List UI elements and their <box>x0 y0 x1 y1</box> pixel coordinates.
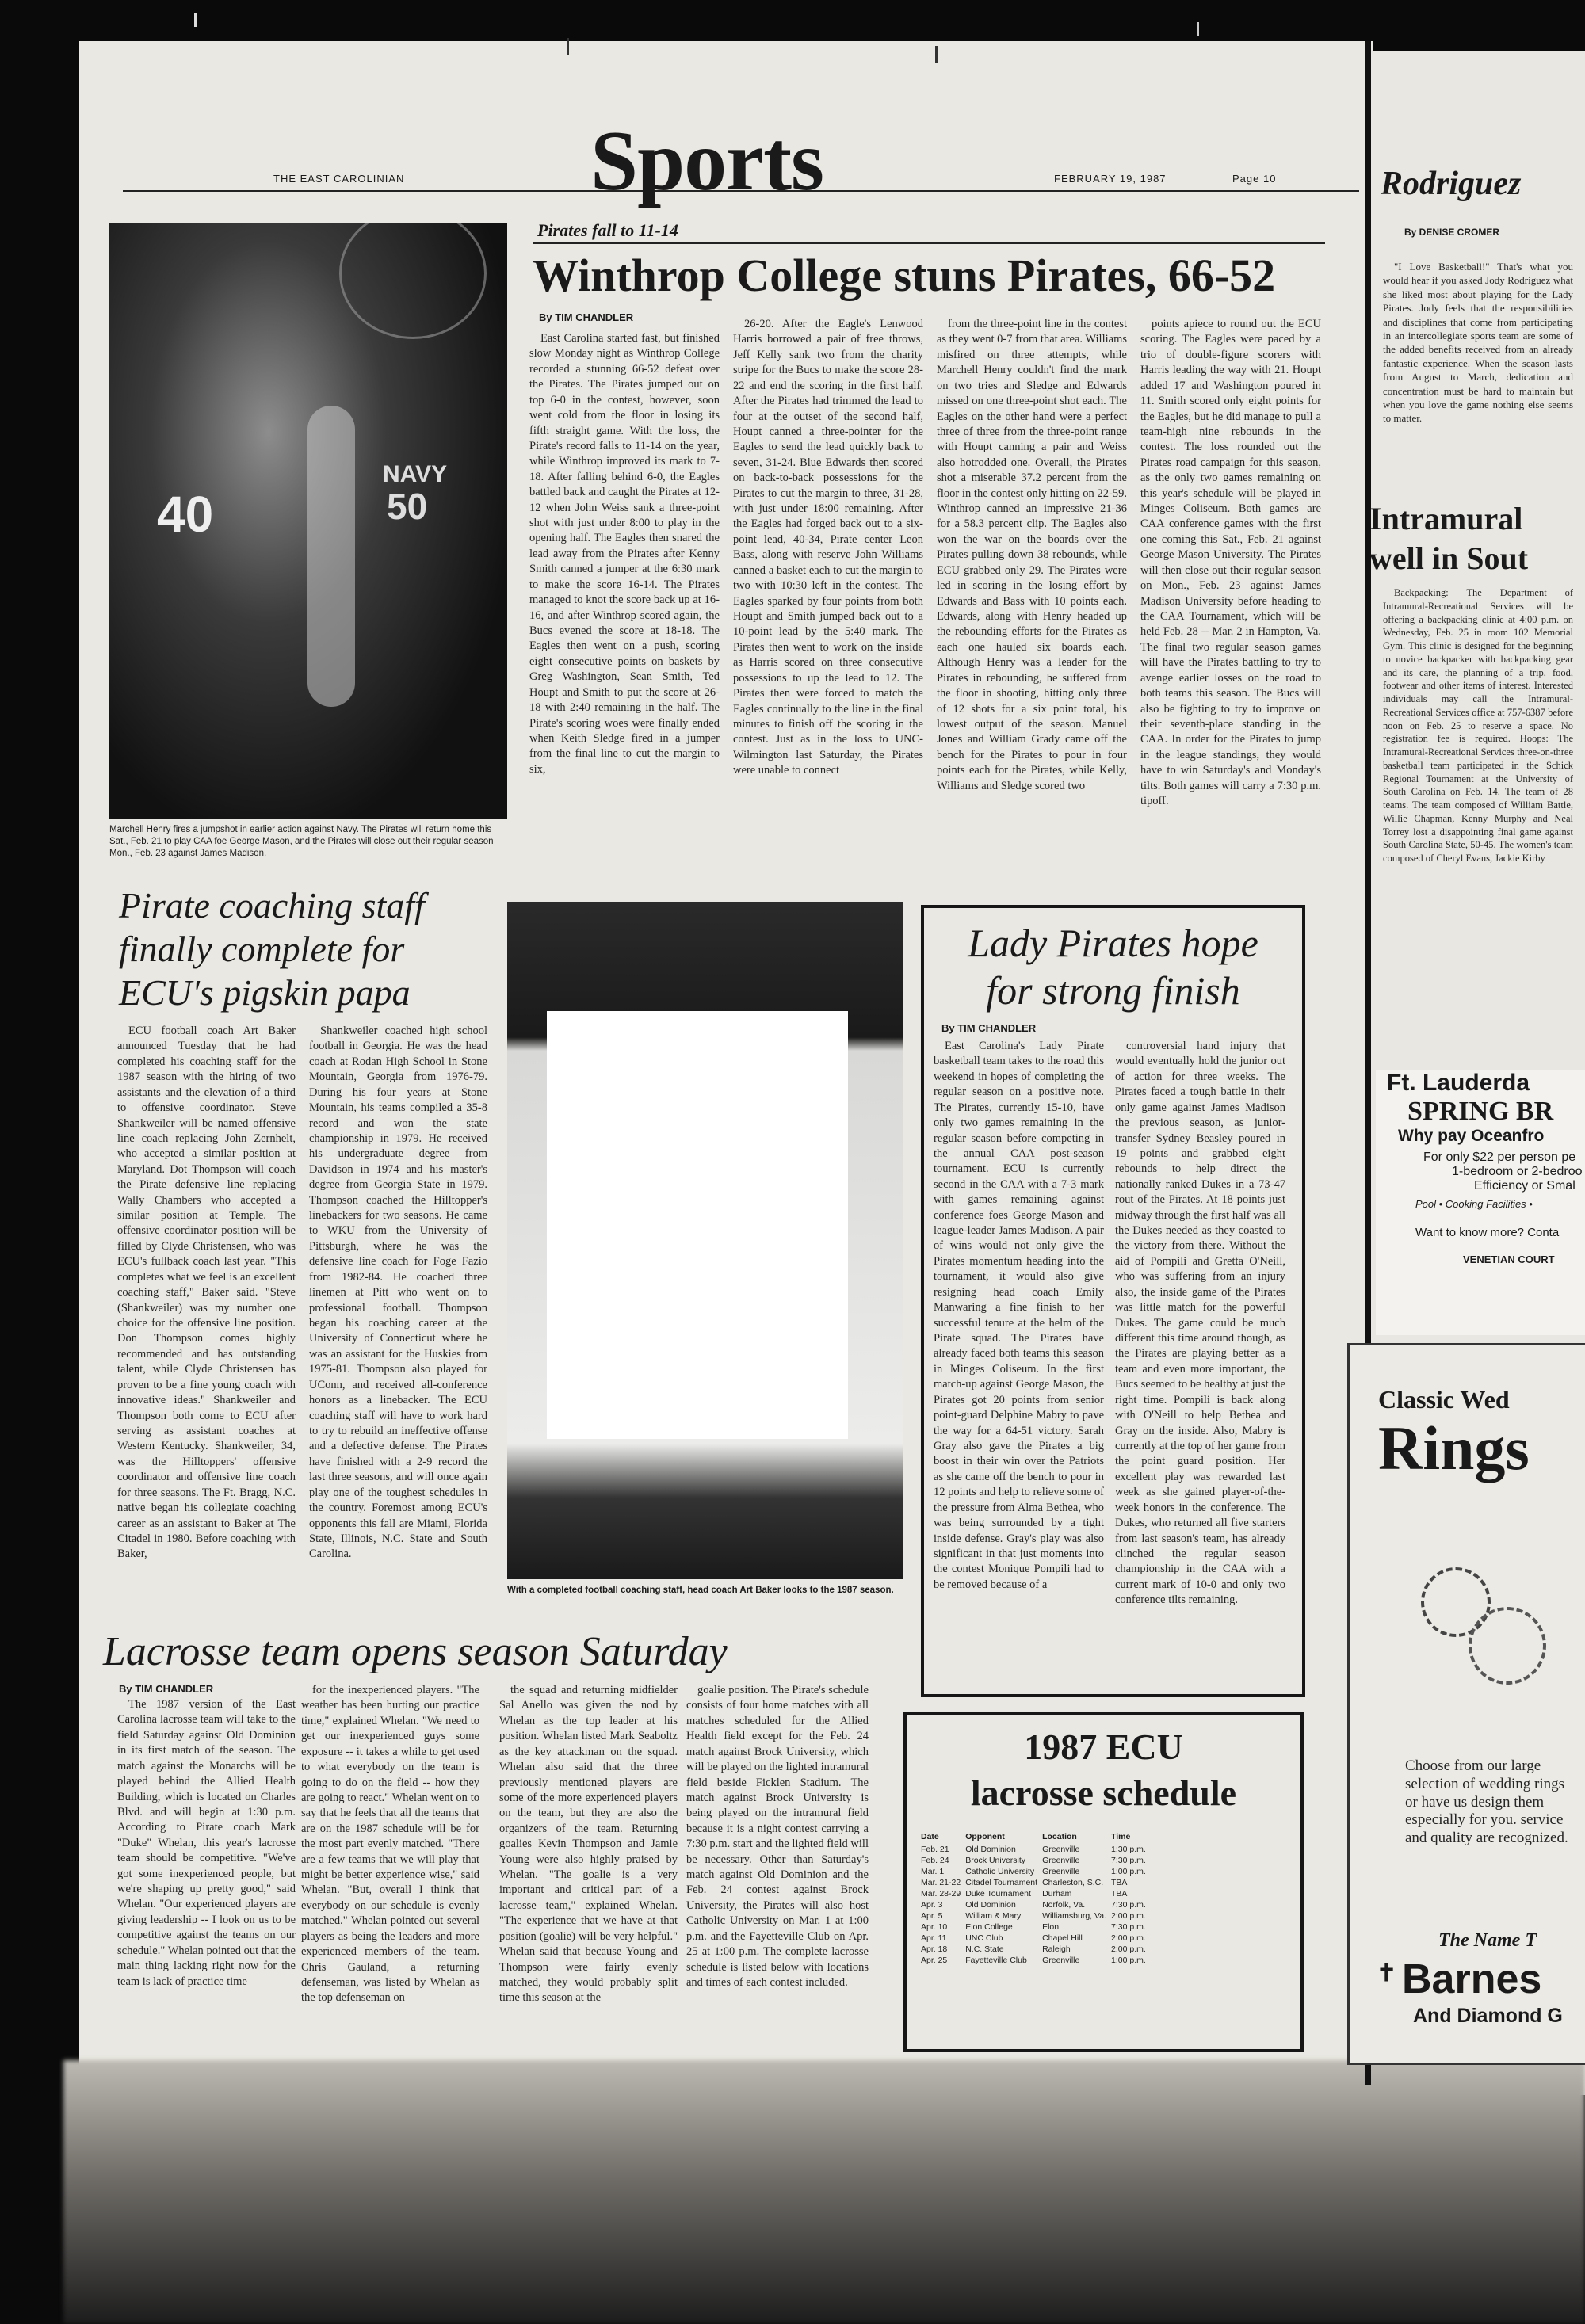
lacrosse-headline: Lacrosse team opens season Saturday <box>103 1629 728 1674</box>
winthrop-kicker: Pirates fall to 11-14 <box>533 220 683 241</box>
rings-ad-copy: Choose from our large selection of wedding rings or have us design them especially for you. service and quality are recognized. <box>1405 1757 1568 1847</box>
lacrosse-column-2: for the inexperienced players. "The weather has been hurting our practice time," explained Whelan. "We need to get our inexperienced guys some exposure -- it takes a while to get used to what everybody on the team is going to do on the field -- how they are going to react." Whelan went on to say that he feels that all the teams that are on the 1987 schedule will be for the most part evenly matched. "There are a few teams that we will play that might be better experience wise," said Whelan. "But, overall I think that everybody on our schedule is evenly matched." Whelan pointed out several players as being the leaders and more experienced members of the team. Chris Gauland, a returning defenseman, was listed by Whelan as the top defenseman on <box>301 1684 479 2005</box>
schedule-cell: Mar. 21-22 <box>921 1878 961 1887</box>
schedule-cell: Apr. 18 <box>921 1944 948 1954</box>
lady-pirates-box <box>921 905 1305 1697</box>
schedule-cell: 7:30 p.m. <box>1111 1900 1146 1910</box>
schedule-cell: Brock University <box>965 1856 1026 1865</box>
coaching-column-2: Shankweiler coached high school football in Georgia. He was the head coach at Rodan High School in Stone Mountain, Georgia from 1976-79. During his four years at Stone Mountain, his teams compiled a 35-8 record and won the state championship in 1979. He received his undergraduate degree from Davidson in 1974 and his master's degree from Georgia State in 1979. Thompson coached the Hilltopper's linebackers for two seasons. He came to WKU from the University of Pittsburgh, where he was the defensive line coach for Foge Fazio from 1982-84. He coached three linemen at Pitt who went on to professional football. Thompson began his coaching career at the University of Connecticut where he was an assistant for the Huskies from 1975-81. Thompson also played for UConn, and received all-conference honors as a linebacker. The ECU coaching staff will have to work hard to try to rebuild an ineffective offense and a defective defense. The Pirates have finished with a 2-9 record the last three seasons, and will once again play one of the toughest schedules in the country. Foremost among ECU's opponents this fall are Miami, Florida State, Illinois, N.C. State and South Carolina. <box>309 1025 487 1561</box>
schedule-cell: Raleigh <box>1042 1944 1071 1954</box>
scan-margin <box>63 2060 1585 2324</box>
schedule-cell: 2:00 p.m. <box>1111 1944 1146 1954</box>
intramural-headline: Intramural well in Sout <box>1369 501 1529 576</box>
ring-illustration <box>1413 1536 1548 1710</box>
schedule-cell: Chapel Hill <box>1042 1933 1083 1943</box>
rodriguez-text: "I Love Basketball!" That's what you would hear if you asked Jody Rodriguez what she liked most about playing for the Lady Pirates. Jody feels that the responsibilities and disciplines that come from participating in an intercollegiate sports team are some of the added benefits received from an already fantastic experience. When the season lasts from August to March, dedication and concentration must be hard to maintain but when you love the game nothing else seems to matter. <box>1383 261 1573 425</box>
lady-pirates-headline: Lady Pirates hope for strong finish <box>968 921 1258 1013</box>
schedule-cell: N.C. State <box>965 1944 1004 1954</box>
paper-name: THE EAST CAROLINIAN <box>273 173 405 185</box>
schedule-cell: Feb. 21 <box>921 1845 949 1854</box>
schedule-header: Opponent <box>965 1832 1005 1841</box>
page-number: Page 10 <box>1232 173 1277 185</box>
lacrosse-column-1: The 1987 version of the East Carolina lacrosse team will take to the field Saturday against Old Dominion in its first match of the season. The match against the Monarchs will be played behind the Allied Health Building, which is located on Charles Blvd. and will begin at 1:30 p.m. According to Pirate coach Mark "Duke" Whelan, this year's lacrosse team should be competitive. "We've got some inexperienced people, but we're shaping up pretty good," said Whelan. "Our experienced players are giving leadership -- I look on us to be competitive against the teams on our schedule." Whelan pointed out that the main thing lacking right now for the team is lack of practice time <box>117 1698 296 1988</box>
winthrop-column-3: from the three-point line in the contest as they went 0-7 from that area. Williams misfired on three attempts, while Marchell Henry couldn't find the mark on two tries and Sledge and Edwards missed on one three-point shot each. The Eagles on the other hand were a perfect three of three from the three-point range with Houpt canning a pair and Weiss also hotrodded one. Overall, the Pirates shot a miserable 37.2 percent from the floor in the contest only hitting on 22-59. Winthrop canned an impressive 21-36 for a 58.3 percent clip. The Eagles also won the war on the boards over the Pirates pulling down 38 rebounds, while ECU grabbed only 29. The Pirates were led in scoring in the losing effort by Edwards and Bass with 10 points each. Edwards, along with Henry headed up the rebounding efforts for the Pirates as each one hauled six boards each. Although Henry was a leader for the Pirates in rebounding, he suffered from the floor in shooting, hitting only three of 12 shots for a six point total, his lowest output of the season. Manuel Jones and William Grady came off the bench for the Pirates to pour in four points each for the Pirates, while Kelly, Williams and Sledge scored two <box>937 318 1127 792</box>
schedule-cell: Elon <box>1042 1922 1060 1932</box>
coach-photo <box>507 902 903 1579</box>
scan-mark <box>935 46 938 63</box>
schedule-cell: Feb. 24 <box>921 1856 949 1865</box>
lady-pirates-column-2: controversial hand injury that would eventually hold the junior out of action for three weeks. The Pirates faced a tough battle in their only game against James Madison the previous season, as junior-transfer Sydney Beasley poured in 19 points and grabbed eight rebounds to help direct the nationally ranked Dukes in a 73-47 rout of the Pirates. At 18 points just midway through the first half was all the Dukes needed as they coasted to the victory from there. Without the aid of Pompili and Gretta O'Neill, who was suffering from an injury also, the inside game of the Pirates was little match for the powerful Dukes. The game could be much different this time around though, as the Pirates are playing better as a team and even more important, the Bucs seemed to be healthy at just the right time. Pompili is back along with O'Neill to help Bethea and Gray on the inside. Also, Mabry is currently at the top of her game from the point guard position. Her excellent play was rewarded last week as she gained player-of-the-week honors in the conference. The Dukes, who returned all five starters from last season's team, has already clinched the regular season championship in the CAA with a current mark of 10-0 and only two conference tilts remaining. <box>1115 1040 1285 1607</box>
schedule-cell: Citadel Tournament <box>965 1878 1038 1887</box>
intramural-text: Backpacking: The Department of Intramural-Recreational Services will be offering a backpacking clinic at 4:00 p.m. on Wednesday, Feb. 25 in room 102 Memorial Gym. This clinic is designed for the beginning to novice backpacker with backpacking gear and its care, the planning of a trip, food, footwear and other items of interest. Interested individuals may call the Intramural-Recreational Services office at 757-6387 before noon on Feb. 25 to reserve a space. No registration fee is required. Hoops: The Intramural-Recreational Services three-on-three basketball team participated in the Schick Regional Tournament at the University of South Carolina on Feb. 14. The team of 28 teams. The team composed of William Battle, Willie Chapman, Kenny Murphy and Neal Torrey lost a disappointing final game against South Carolina State, 50-45. The women's team composed of Cheryl Evans, Jackie Kirby <box>1383 587 1573 864</box>
rodriguez-headline: Rodriguez <box>1381 166 1522 202</box>
rodriguez-byline: By DENISE CROMER <box>1404 227 1500 238</box>
schedule-cell: 1:00 p.m. <box>1111 1956 1146 1965</box>
winthrop-byline: By TIM CHANDLER <box>539 311 634 323</box>
coaching-column-1: ECU football coach Art Baker announced Tuesday that he had completed his coaching staff for the 1987 season with the hiring of two assistants and the elevation of a third to offensive coordinator. Steve Shankweiler will be named offensive line coach replacing John Zernhelt, who accepted a similar position at Maryland. Dot Thompson will coach the Pirate defensive line replacing Wally Chambers who accepted a similar position at Temple. The offensive coordinator position will be filled by Clyde Christensen, who was ECU's fullback coach last year. "This completes what we feel is an excellent coaching staff," Baker said. "Steve (Shankweiler) was my number one choice for the offensive line position. Don Thompson comes highly recommended and has outstanding talent, while Clyde Christensen has proven to be a fine young coach with innovative ideas." Shankweiler and Thompson both come to ECU after serving as assistant coaches at Western Kentucky. Shankweiler, 34, was the Hilltoppers' offensive coordinator and offensive line coach for three seasons. The Ft. Bragg, N.C. native began his collegiate coaching career as an assistant to Baker at The Citadel in 1980. Before coaching with Baker, <box>117 1025 296 1561</box>
scan-mark <box>1197 22 1199 36</box>
scan-mark <box>194 13 197 27</box>
schedule-title: 1987 ECU lacrosse schedule <box>970 1727 1237 1813</box>
lady-pirates-byline: By TIM CHANDLER <box>941 1022 1037 1034</box>
schedule-row <box>921 1910 1151 1921</box>
schedule-row <box>921 1944 1151 1955</box>
lady-pirates-column-1: East Carolina's Lady Pirate basketball team takes to the road this weekend in hopes of completing the regular season on a positive note. The Pirates, currently 15-10, have only two games remaining in the regular season before competing in the annual CAA post-season tournament. ECU is currently second in the CAA with a 7-3 mark with games remaining against conference foes George Mason and league-leader James Madison. A pair of wins would not only give the Pirates momentum heading into the tournament, it would also give resigning head coach Emily Manwaring a fine finish to her successful tenure at the helm of the Pirate squad. The Pirates have already faced both teams this season in Minges Coliseum. In the first match-up against George Mason, the Pirates got 20 points from senior point-guard Delphine Mabry to pave the way for a 64-51 victory. Sarah Gray also gave the Pirates a big boost in their win over the Patriots as she came off the bench to pour in 12 points and help to relieve some of the pressure from Alma Bethea, who was being surrounded by a tight inside defense. Gray's play was also significant in that just moments into the contest Monique Pompili had to be removed because of a <box>934 1040 1104 1591</box>
schedule-row <box>921 1877 1151 1888</box>
section-title: Sports <box>590 114 824 208</box>
schedule-cell: Apr. 10 <box>921 1922 948 1932</box>
schedule-cell: 7:30 p.m. <box>1111 1856 1146 1865</box>
winthrop-headline: Winthrop College stuns Pirates, 66-52 <box>533 250 1276 301</box>
schedule-cell: Old Dominion <box>965 1845 1016 1854</box>
photo2-caption: With a completed football coaching staff, head coach Art Baker looks to the 1987 season. <box>507 1586 894 1595</box>
schedule-header: Date <box>921 1832 939 1841</box>
schedule-cell: 1:00 p.m. <box>1111 1867 1146 1876</box>
schedule-cell: Charleston, S.C. <box>1042 1878 1104 1887</box>
issue-date: FEBRUARY 19, 1987 <box>1054 173 1167 185</box>
winthrop-column-1: East Carolina started fast, but finished slow Monday night as Winthrop College recorded a stunning 66-52 defeat over the Pirates. The Pirates jumped out on top 6-0 in the contest, however, soon went cold from the floor in losing its fifth straight game. With the loss, the Pirate's record falls to 11-14 on the year, while Winthrop improved its mark to 7-18. After falling behind 6-0, the Eagles battled back and caught the Pirates at 12-12 when John Weiss sank a three-point shot with just under 8:00 to play in the opening half. The Eagles then snared the lead away from the Pirates after Kenny Smith canned a jumper at the 6:30 mark to make the score 16-14. The Pirates managed to knot the score back up at 16-16, and after Winthrop scored again, the Bucs evened the score at 18-18. The Eagles then went on a push, scoring eight consecutive points on baskets by Greg Washington, Sean Smith, Ted Houpt and Smith to put the score at 26-18 with 2:40 remaining in the half. The Pirate's scoring woes were finally ended when Keith Sledge fired in a jumper from the final line to cut the margin to six, <box>529 332 720 776</box>
spring-break-ad: Ft. Lauderda SPRING BR Why pay Oceanfro For only $22 per person pe 1-bedroom or 2-bedroo Efficiency or Smal Pool • Cooking Facilities • Want to know more? Conta VENETIAN COURT <box>1376 1070 1585 1335</box>
jersey-40: 40 <box>157 486 214 543</box>
photo-blank-area <box>547 1011 848 1439</box>
schedule-row <box>921 1955 1151 1966</box>
schedule-cell: 2:00 p.m. <box>1111 1911 1146 1921</box>
schedule-header: Location <box>1042 1832 1077 1841</box>
schedule-cell: Old Dominion <box>965 1900 1016 1910</box>
jersey-50: 50 <box>387 486 428 527</box>
schedule-cell: TBA <box>1111 1878 1128 1887</box>
schedule-cell: Greenville <box>1042 1845 1080 1854</box>
schedule-cell: UNC Club <box>965 1933 1003 1943</box>
schedule-cell: Greenville <box>1042 1956 1080 1965</box>
lacrosse-byline: By TIM CHANDLER <box>119 1683 214 1695</box>
schedule-row <box>921 1921 1151 1933</box>
schedule-cell: TBA <box>1111 1889 1128 1899</box>
schedule-row <box>921 1866 1151 1877</box>
schedule-cell: Apr. 25 <box>921 1956 948 1965</box>
schedule-cell: Fayetteville Club <box>965 1956 1027 1965</box>
lacrosse-schedule-box <box>903 1712 1304 2052</box>
scan-mark <box>567 38 569 55</box>
schedule-table <box>921 1831 1151 1966</box>
schedule-cell: Mar. 1 <box>921 1867 945 1876</box>
winthrop-column-2: 26-20. After the Eagle's Lenwood Harris borrowed a pair of free throws, Jeff Kelly sank two from the charity stripe for the Bucs to make the score 28-22 and end the scoring in the first half. After the Pirates had trimmed the lead to four at the outset of the second half, Houpt canned a three-pointer for the Eagles to send the lead quickly back to seven, 31-24. Blue Edwards then scored on back-to-back possessions for the Pirates to cut the margin to three, 31-28, with just under 18:00 remaining. After the Eagles had forged back out to a six-point lead, 40-34, Pirate center Leon Bass, along with reserve John Williams canned a basket each to cut the margin to two with 10:30 left in the contest. The Eagles sparked by four points from both Houpt and Smith jumped back out to a 10-point lead by the 5:40 mark. The Pirates then went to work on the inside as Harris scored on three consecutive possessions to up the lead to 12. The Pirates then were forced to match the Eagles continually to the line in the final minutes to finish off the scoring in the contest. Just as in the loss to UNC-Wilmington last Saturday, the Pirates were unable to connect <box>733 318 923 777</box>
schedule-cell: Apr. 5 <box>921 1911 943 1921</box>
coaching-headline: Pirate coaching staff finally complete for ECU's pigskin papa <box>119 885 425 1013</box>
schedule-row <box>921 1933 1151 1944</box>
schedule-cell: Greenville <box>1042 1867 1080 1876</box>
schedule-row <box>921 1844 1151 1855</box>
kicker-rule <box>533 242 1325 244</box>
schedule-header: Time <box>1111 1832 1131 1841</box>
schedule-cell: Norfolk, Va. <box>1042 1900 1086 1910</box>
schedule-row <box>921 1888 1151 1899</box>
basketball-photo <box>109 223 507 819</box>
schedule-cell: Duke Tournament <box>965 1889 1031 1899</box>
schedule-cell: Apr. 3 <box>921 1900 943 1910</box>
jersey-navy: NAVY <box>383 461 448 487</box>
photo1-caption: Marchell Henry fires a jumpshot in earlier action against Navy. The Pirates will return home this Sat., Feb. 21 to play CAA foe George Mason, and the Pirates will close out their regular season Mon., Feb. 23 against James Madison. <box>109 825 494 858</box>
wedding-rings-ad: Classic Wed Rings Choose from our large selection of wedding rings or have us design them especially for you. service and quality are recognized. The Name T ✝ Barnes And Diamond G <box>1347 1343 1585 2065</box>
schedule-cell: William & Mary <box>965 1911 1022 1921</box>
schedule-row <box>921 1899 1151 1910</box>
schedule-cell: 7:30 p.m. <box>1111 1922 1146 1932</box>
schedule-cell: Elon College <box>965 1922 1013 1932</box>
schedule-cell: 2:00 p.m. <box>1111 1933 1146 1943</box>
schedule-cell: Durham <box>1042 1889 1072 1899</box>
cross-icon: ✝ <box>1377 1960 1397 1986</box>
schedule-cell: 1:30 p.m. <box>1111 1845 1146 1854</box>
lacrosse-column-3: the squad and returning midfielder Sal Anello was given the nod by Whelan as the top leader at his position. Whelan listed Mark Seaboltz as the key attackman on the squad. Whelan also said that the three previously mentioned players are some of the more experienced players on the team, but they are also the organizers of the team. Returning goalies Kevin Thompson and Jamie Young were also highly praised by Whelan. "The goalie is a very important and critical part of a lacrosse team," explained Whelan. "The experience that we have at that position (goalie) will be very helpful." Whelan said that because Young and Thompson were fairly evenly matched, they would probably split time this season at the <box>499 1684 678 2005</box>
schedule-cell: Apr. 11 <box>921 1933 947 1943</box>
schedule-cell: Mar. 28-29 <box>921 1889 961 1899</box>
winthrop-column-4: points apiece to round out the ECU scoring. The Eagles were paced by a trio of double-figure scorers with Harris leading the way with 21. Houpt added 17 and Washington poured in 11. Smith scored only eight points for the Eagles, but he did manage to pull a team-high nine rebounds in the contest. The loss rounded out the Pirates road campaign for this season, as the only two games remaining on this year's schedule will be played in Minges Coliseum. Both games are CAA conference games with the first one coming this Sat., Feb. 21 against George Mason University. The Pirates will then close out their regular season on Mon., Feb. 23 against James Madison University before heading to the CAA Tournament, which will be held Feb. 28 -- Mar. 2 in Hampton, Va. The final two regular season games will have the Pirates battling to try to avenge earlier losses on the road to both teams this season. The Bucs will also be fighting to try to improve on their seventh-place standing in the CAA. In order for the Pirates to jump in the league standings, they would have to win Saturday's and Monday's tilts. Both games will carry a 7:30 p.m. tipoff. <box>1140 318 1321 808</box>
schedule-row <box>921 1855 1151 1866</box>
schedule-cell: Williamsburg, Va. <box>1042 1911 1106 1921</box>
lacrosse-column-4: goalie position. The Pirate's schedule consists of four home matches with all matches scheduled for the Allied Health field except for the Feb. 24 match against Brock University, which will be played on the lighted intramural field beside Ficklen Stadium. The match against Brock University is being played on the intramural field because it is a night contest carrying a 7:30 p.m. start and the lighted field will be necessary. Other than Saturday's match against Old Dominion and the Feb. 24 contest against Brock University, the Pirates will also host Catholic University on Mar. 1 at 1:00 p.m. and the Fayetteville Club on Apr. 25 at 1:00 p.m. The complete lacrosse schedule is listed below with locations and times of each contest included. <box>686 1684 869 1990</box>
schedule-cell: Catholic University <box>965 1867 1035 1876</box>
schedule-cell: Greenville <box>1042 1856 1080 1865</box>
